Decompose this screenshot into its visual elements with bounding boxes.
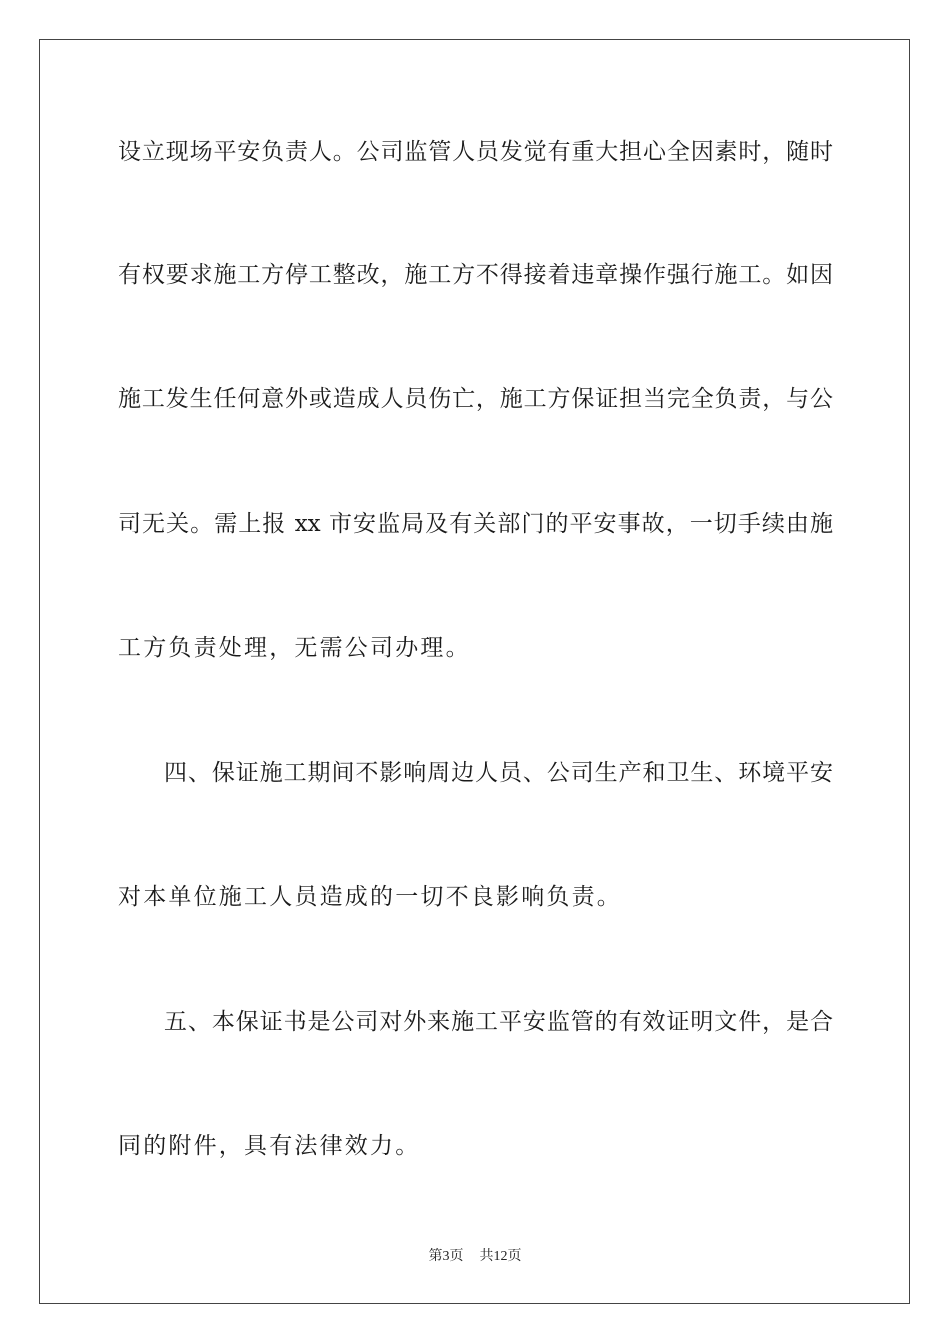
section-four-heading-line: 四、保证施工期间不影响周边人员、公司生产和卫生、环境平安 bbox=[164, 760, 833, 786]
page-footer bbox=[0, 1248, 950, 1266]
page-total: 共12页 bbox=[479, 1249, 522, 1264]
body-text-line: 设立现场平安负责人。公司监管人员发觉有重大担心全因素时，随时 bbox=[118, 139, 833, 165]
page-number: 第3页 bbox=[428, 1249, 464, 1264]
body-text-line: 对本单位施工人员造成的一切不良影响负责。 bbox=[118, 884, 622, 910]
body-text-line: 施工发生任何意外或造成人员伤亡，施工方保证担当完全负责，与公 bbox=[118, 386, 833, 412]
page-border bbox=[39, 39, 910, 1304]
body-text-line: 工方负责处理，无需公司办理。 bbox=[118, 635, 471, 661]
section-five-heading-line: 五、本保证书是公司对外来施工平安监管的有效证明文件，是合 bbox=[164, 1009, 833, 1035]
body-text-line: 有权要求施工方停工整改，施工方不得接着违章操作强行施工。如因 bbox=[118, 262, 833, 288]
body-text-line: 同的附件，具有法律效力。 bbox=[118, 1133, 421, 1159]
body-text-line: 司无关。需上报 xx 市安监局及有关部门的平安事故，一切手续由施 bbox=[118, 511, 833, 537]
